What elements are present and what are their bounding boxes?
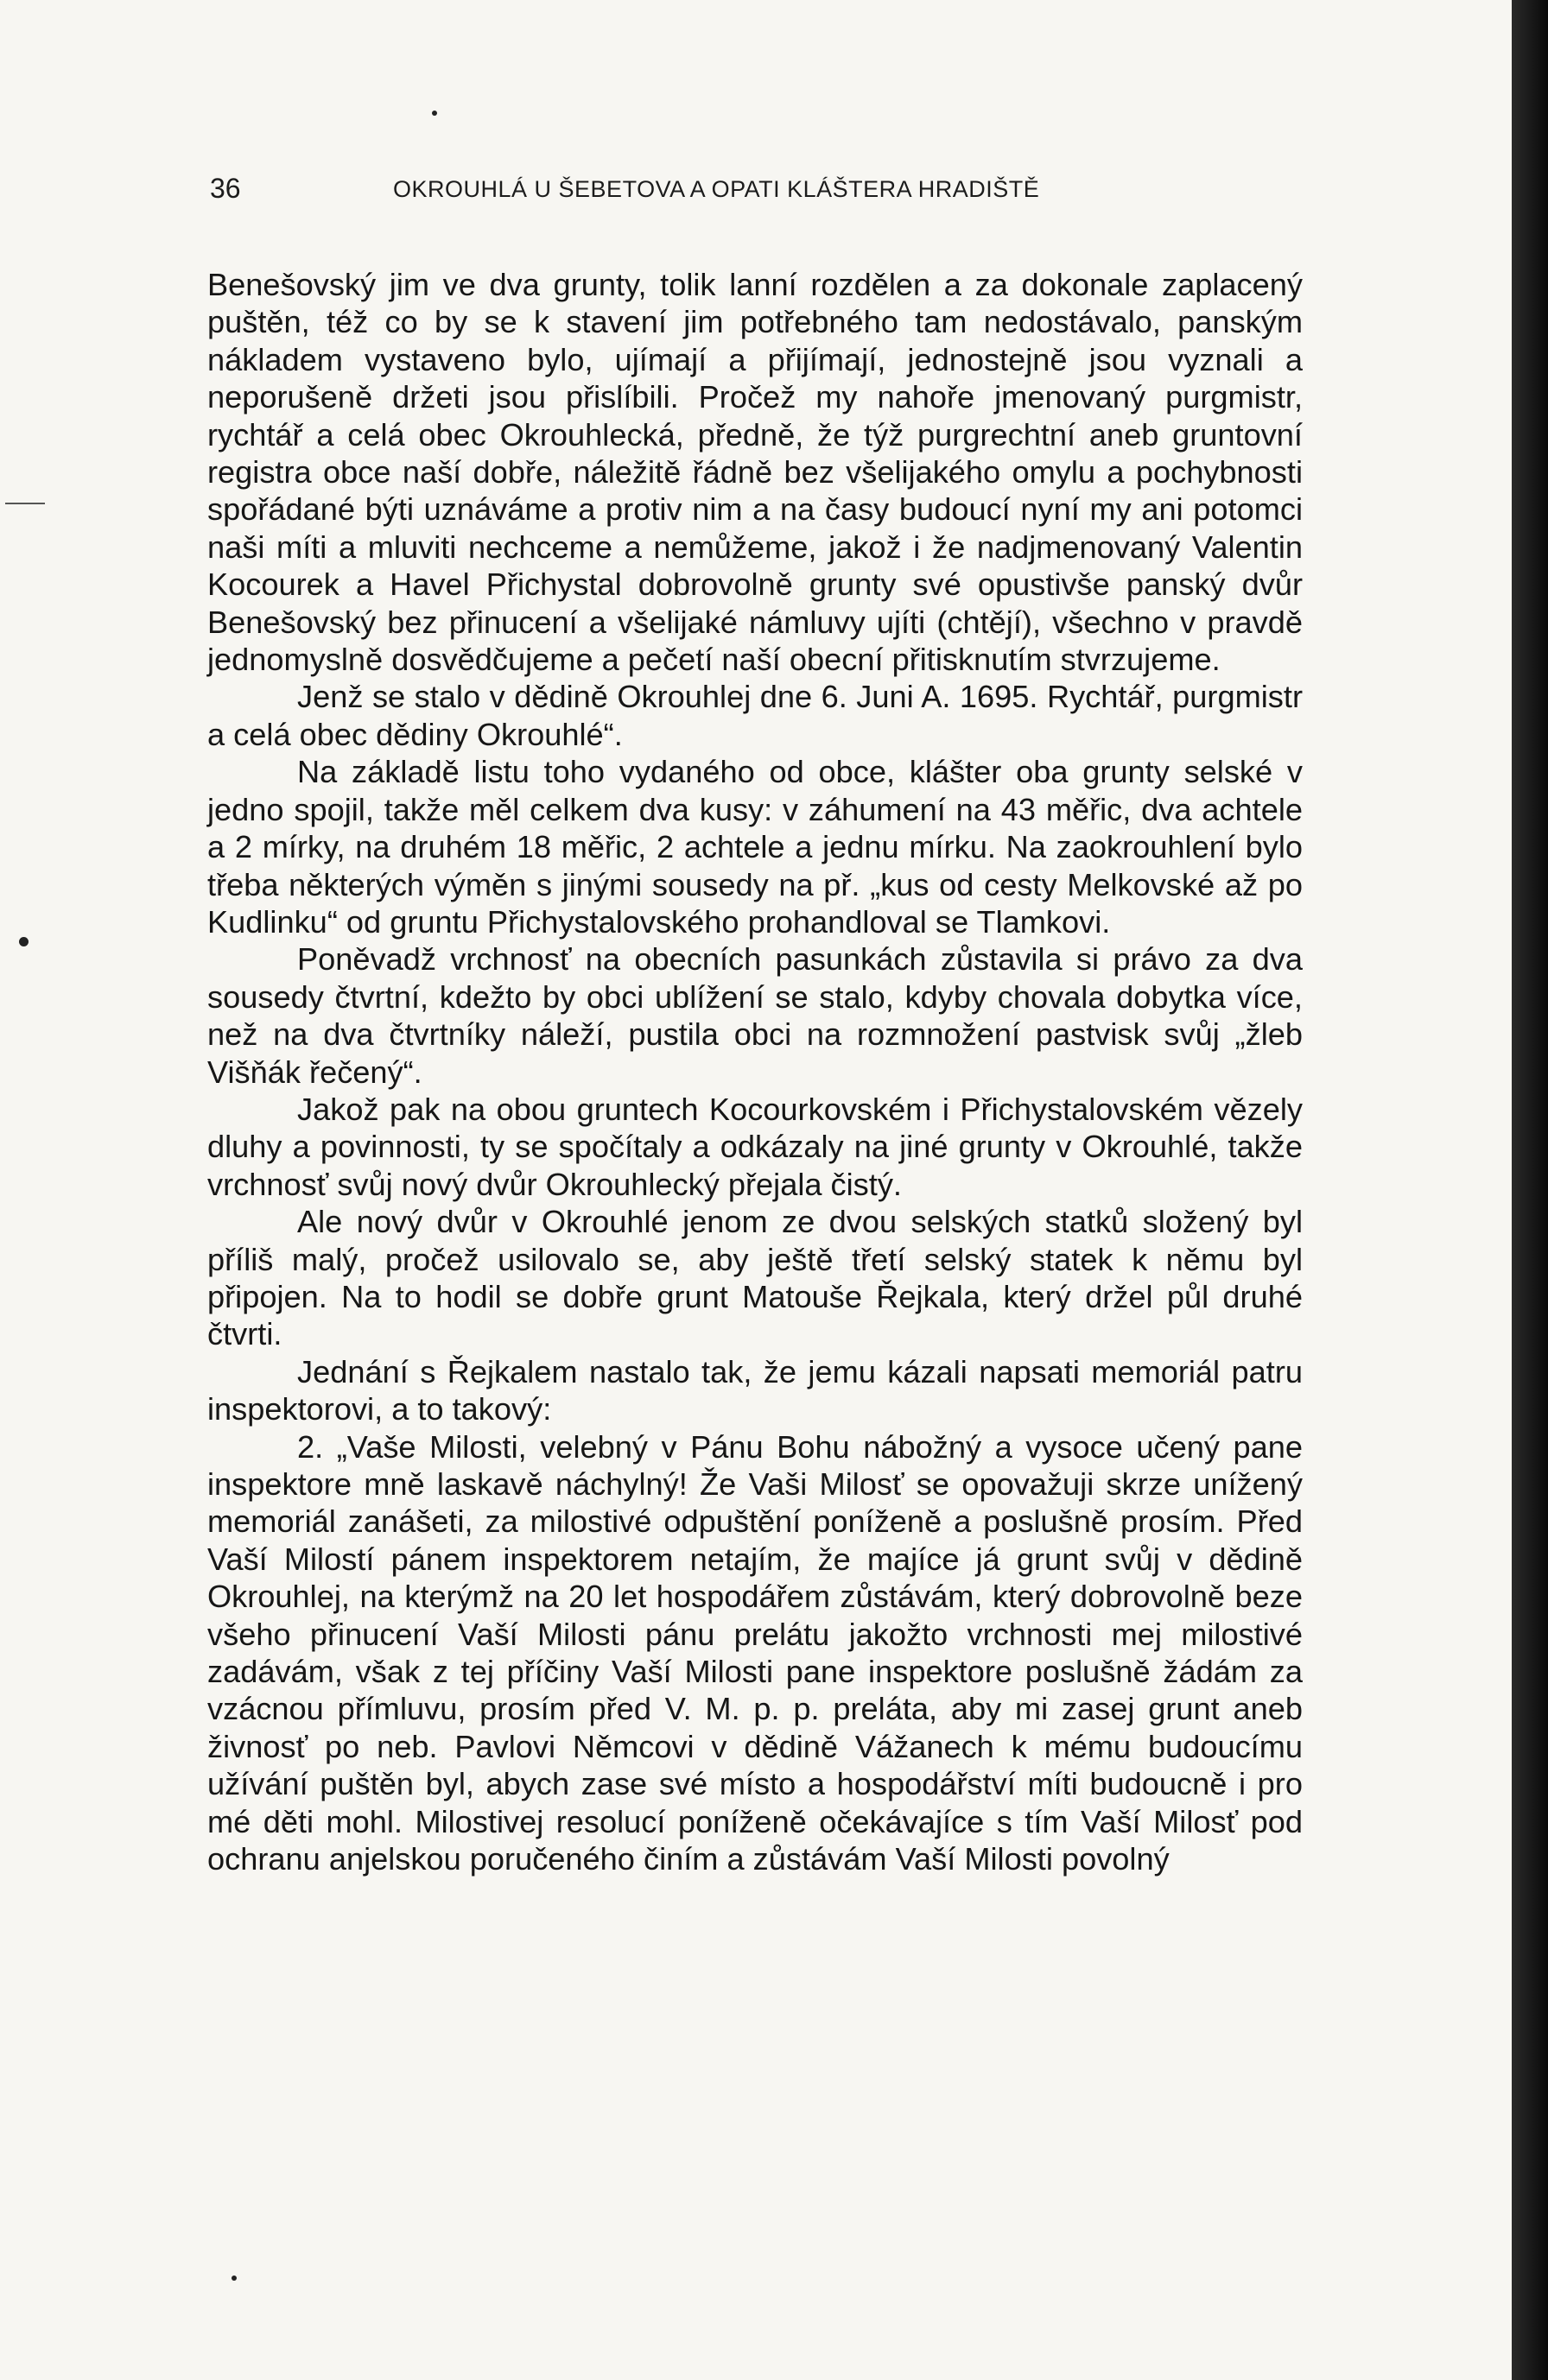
paragraph: Poněvadž vrchnosť na obecních pasunkách zůstavila si právo za dva sousedy čtvrtní, kdežto by obci ublížení se stalo, kdyby chovala dobytka více, než na dva čtvrtníky náleží, pustila obci na rozmnožení pastvisk svůj „žleb Višňák řečený“. xyxy=(207,941,1303,1090)
paragraph: Jakož pak na obou gruntech Kocourkovském i Přichystalovském vězely dluhy a povinnosti, ty se spočítaly a odkázaly na jiné grunty v Okrouhlé, takže vrchnosť svůj nový dvůr Okrouhlecký přejala čistý. xyxy=(207,1091,1303,1202)
paragraph: Jednání s Řejkalem nastalo tak, že jemu kázali napsati memoriál patru inspektorovi, a to takový: xyxy=(207,1353,1303,1427)
scan-border xyxy=(1512,0,1548,2380)
paragraph: Ale nový dvůr v Okrouhlé jenom ze dvou selských statků složený byl příliš malý, pročež usilovalo se, aby ještě třetí selský statek k němu byl připojen. Na to hodil se dobře grunt Matouše Řejkala, který držel půl druhé čtvrti. xyxy=(207,1204,1303,1352)
paragraph: Na základě listu toho vydaného od obce, klášter oba grunty selské v jedno spojil, takže měl celkem dva kusy: v záhumení na 43 měřic, dva achtele a 2 mírky, na druhém 18 měřic, 2 achtele a jednu mírku. Na zaokrouhlení bylo třeba některých výměn s jinými sousedy na př. „kus od cesty Melkovské až po Kudlinku“ od gruntu Přichystalovského prohandloval se Tlamkovi. xyxy=(207,754,1303,940)
running-title: OKROUHLÁ U ŠEBETOVA A OPATI KLÁŠTERA HRADIŠTĚ xyxy=(393,176,1040,202)
scan-speck xyxy=(232,2276,237,2281)
scan-speck xyxy=(432,111,437,116)
paragraph: 2. „Vaše Milosti, velebný v Pánu Bohu nábožný a vysoce učený pane inspektore mně laskavě náchylný! Že Vaši Milosť se opovažuji skrze unížený memoriál zanášeti, za milostivé odpuštění poníženě a poslušně prosím. Před Vaší Milostí pánem inspektorem netajím, že majíce já grunt svůj v dědině Okrouhlej, na kterýmž na 20 let hospodářem zůstávám, který dobrovolně beze všeho přinucení Vaší Milosti pánu prelátu jakožto vrchnosti mej milostivé zadávám, však z tej příčiny Vaší Milosti pane inspektore poslušně žádám za vzácnou přímluvu, prosím před V. M. p. p. preláta, aby mi zasej grunt aneb živnosť po neb. Pavlovi Němcovi v dědině Vážanech k mému budoucímu užívání puštěn byl, abych zase své místo a hospodářství míti budoucně i pro mé děti mohl. Milostivej resolucí poníženě očekávajíce s tím Vaší Milosť pod ochranu anjelskou poručeného činím a zůstávám Vaší Milosti povolný xyxy=(207,1428,1303,1877)
page-number: 36 xyxy=(210,173,241,204)
scan-speck xyxy=(19,937,29,946)
body-text xyxy=(207,266,1303,1877)
paragraph: Jenž se stalo v dědině Okrouhlej dne 6. Juni A. 1695. Rychtář, purgmistr a celá obec dědiny Okrouhlé“. xyxy=(207,679,1303,752)
page-header xyxy=(210,173,1316,216)
scan-mark xyxy=(5,503,45,504)
paragraph: Benešovský jim ve dva grunty, tolik lanní rozdělen a za dokonale zaplacený puštěn, též co by se k stavení jim potřebného tam nedostávalo, panským nákladem vystaveno bylo, ujímají a přijímají, jednostejně jsou vyznali a neporušeně držeti jsou přislíbili. Pročež my nahoře jmenovaný purgmistr, rychtář a celá obec Okrouhlecká, předně, že týž purgrechtní aneb gruntovní registra obce naší dobře, náležitě řádně bez všelijakého omylu a pochybnosti spořádané býti uznáváme a protiv nim a na časy budoucí nyní my ani potomci naši míti a mluviti nechceme a nemůžeme, jakož i že nadjmenovaný Valentin Kocourek a Havel Přichystal dobrovolně grunty své opustivše panský dvůr Benešovský bez přinucení a všelijaké námluvy ujíti (chtějí), všechno v pravdě jednomyslně dosvědčujeme a pečetí naší obecní přitisknutím stvrzujeme. xyxy=(207,267,1303,678)
